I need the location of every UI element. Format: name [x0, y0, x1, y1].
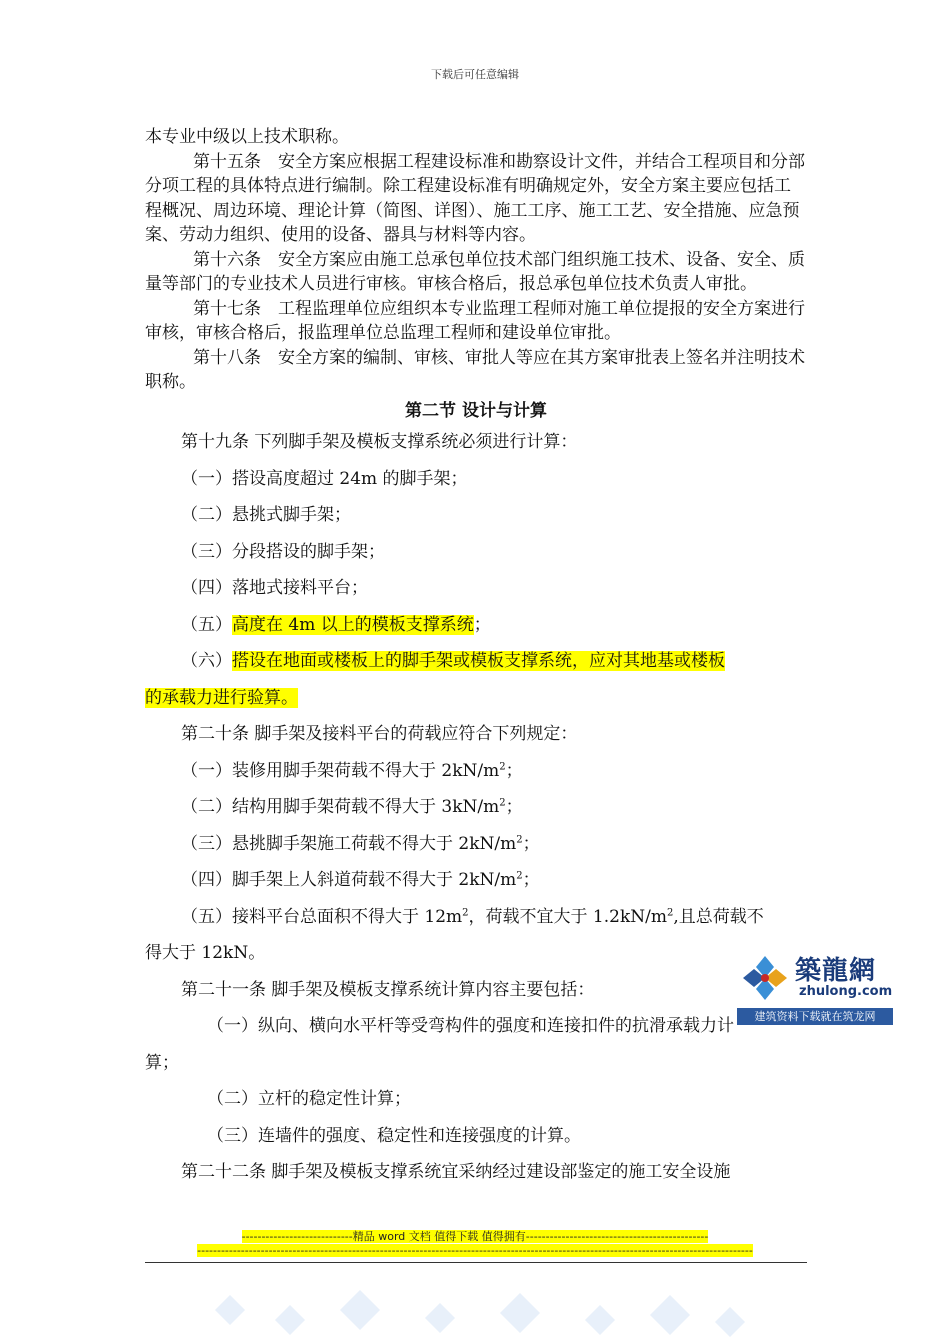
article-20-item-5	[145, 899, 807, 936]
superscript: 2	[462, 906, 469, 918]
article-19-item-4: （四）落地式接料平台；	[181, 578, 368, 598]
article-19-item-1: （一）搭设高度超过 24m 的脚手架；	[181, 468, 468, 489]
paragraph-article-15: 第十五条 安全方案应根据工程建设标准和勘察设计文件，并结合工程项目和分部分项工程的具体特点进行编制。除工程建设标准有明确规定外，安全方案主要应包括工程概况、周边环境、理论计算（简图、详图）、施工工序、施工工艺、安全措施、应急预案、劳动力组织、使用的设备、器具与材料等内容。	[145, 151, 805, 245]
article-21-item-2: （二）立杆的稳定性计算；	[207, 1089, 411, 1109]
highlighted-text: 搭设在地面或楼板上的脚手架或模板支撑系统，应对其地基或楼板	[232, 651, 725, 671]
highlighted-text: 的承载力进行验算。	[145, 687, 298, 708]
footer-dashes: --------------------------------------------------------------------------------------------------------------------------------------------	[197, 1244, 753, 1257]
paragraph-article-17: 第十七条 工程监理单位应组织本专业监理工程师对施工单位提报的安全方案进行审核，审核合格后，报监理单位总监理工程师和建设单位审批。	[145, 298, 805, 343]
article-20-title: 第二十条 脚手架及接料平台的荷载应符合下列规定：	[181, 724, 578, 744]
document-body	[145, 125, 807, 1191]
item-text: ，荷载不宜大于 1.2kN/m	[468, 906, 667, 927]
item-end: ；	[522, 833, 540, 854]
item-text: （三）悬挑脚手架施工荷载不得大于 2kN/m	[181, 833, 517, 854]
article-20-item-3	[145, 826, 807, 863]
article-22-title: 第二十二条 脚手架及模板支撑系统宜采纳经过建设部鉴定的施工安全设施	[181, 1162, 731, 1182]
item-5-prefix: （五）	[181, 614, 232, 635]
footer-rule	[145, 1262, 807, 1263]
article-19-item-3: （三）分段搭设的脚手架；	[181, 541, 385, 562]
paragraph-0: 本专业中级以上技术职称。	[145, 127, 349, 147]
watermark-pattern	[200, 1275, 760, 1344]
item-end: ；	[505, 797, 523, 817]
superscript: 2	[499, 797, 506, 809]
logo-english-text: zhulong.com	[799, 984, 893, 999]
logo-slogan: 建筑资料下载就在筑龙网	[737, 1008, 893, 1025]
item-text: （四）脚手架上人斜道荷载不得大于 2kN/m	[181, 870, 517, 890]
superscript: 2	[516, 870, 523, 882]
logo-chinese-text: 築龍網	[795, 956, 877, 986]
item-text: （二）结构用脚手架荷载不得大于 3kN/m	[181, 797, 500, 817]
article-19-item-6-cont	[145, 680, 807, 717]
article-20-item-2	[145, 789, 807, 826]
footer-slogan: 精品 word 文档 值得下载 值得拥有	[352, 1230, 526, 1243]
article-21-item-3: （三）连墙件的强度、稳定性和连接强度的计算。	[207, 1125, 581, 1146]
article-19-item-2: （二）悬挑式脚手架；	[181, 505, 351, 525]
paragraph-article-16: 第十六条 安全方案应由施工总承包单位技术部门组织施工技术、设备、安全、质量等部门的专业技术人员进行审核。审核合格后，报总承包单位技术负责人审批。	[145, 249, 805, 294]
paragraph-article-18: 第十八条 安全方案的编制、审核、审批人等应在其方案审批表上签名并注明技术职称。	[145, 347, 805, 392]
article-19-title: 第十九条 下列脚手架及模板支撑系统必须进行计算：	[181, 431, 578, 452]
item-6-prefix: （六）	[181, 651, 232, 671]
section-title: 第二节 设计与计算	[405, 400, 547, 421]
item-text: （五）接料平台总面积不得大于 12m	[181, 906, 463, 927]
superscript: 2	[499, 760, 506, 772]
article-21-title: 第二十一条 脚手架及模板支撑系统计算内容主要包括：	[181, 979, 595, 1000]
superscript: 2	[516, 833, 523, 845]
article-20-item-1	[145, 753, 807, 790]
article-20-item-4	[145, 862, 807, 899]
article-21-item-1: （一）纵向、横向水平杆等受弯构件的强度和连接扣件的抗滑承载力计	[207, 1016, 734, 1036]
zhulong-logo	[737, 948, 893, 1026]
article-19-item-6	[145, 643, 807, 680]
item-end: ；	[505, 760, 523, 781]
item-5-suffix: ；	[473, 614, 491, 635]
footer-line-1	[0, 1228, 950, 1244]
logo-diamond-icon	[741, 954, 789, 1002]
superscript: 2	[667, 906, 674, 918]
item-text: （一）装修用脚手架荷载不得大于 2kN/m	[181, 760, 500, 781]
article-20-item-5-cont: 得大于 12kN。	[145, 943, 266, 963]
article-21-item-1-cont: 算；	[145, 1052, 179, 1073]
footer-dashes-left: ----------------------------	[241, 1230, 353, 1243]
article-19-item-5	[145, 607, 807, 644]
footer-dashes-right: ----------------------------------------------	[525, 1230, 709, 1243]
page-header: 下载后可任意编辑	[431, 68, 519, 81]
item-end: ；	[522, 870, 540, 890]
item-text: ,且总荷载不	[673, 906, 764, 927]
highlighted-text: 高度在 4m 以上的模板支撑系统	[232, 614, 474, 635]
footer-line-2	[0, 1244, 950, 1257]
